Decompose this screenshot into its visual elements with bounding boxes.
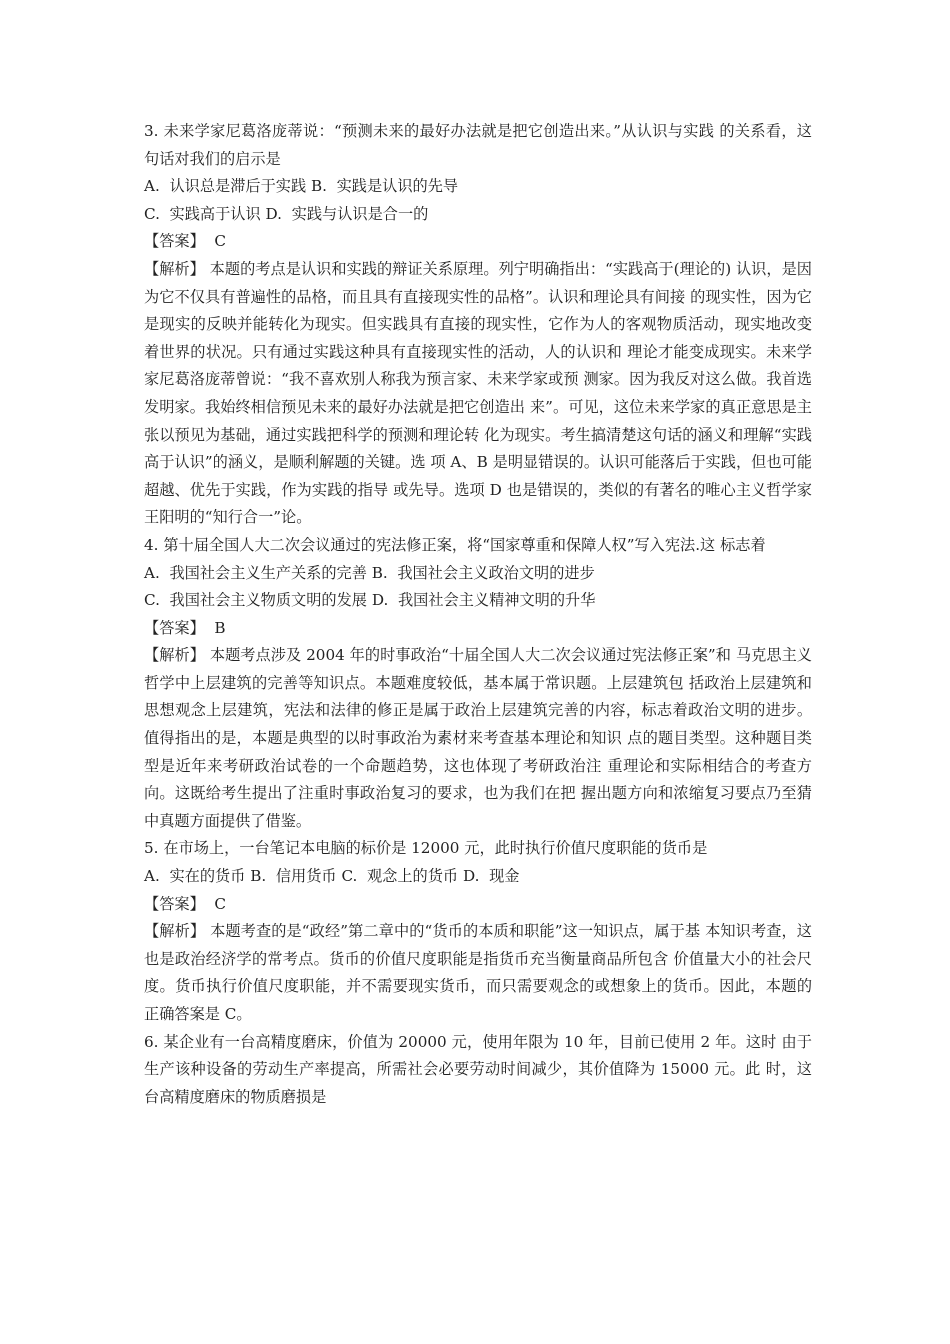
q3-analysis: 【解析】 本题的考点是认识和实践的辩证关系原理。列宁明确指出：“实践高于(理论的) 认识，是因为它不仅具有普遍性的品格，而且具有直接现实性的品格”。认识和理论具有间接 的现实性，因为它是现实的反映并能转化为现实。但实践具有直接的现实性，它作为人的客观物质活动，现实地改变着世界的状况。只有通过实践这种具有直接现实性的活动，人的认识和 理论才能变成现实。未来学家尼葛洛庞蒂曾说：“我不喜欢别人称我为预言家、未来学家或预 测家。因为我反对这么做。我首选发明家。我始终相信预见未来的最好办法就是把它创造出 来”。可见，这位未来学家的真正意思是主张以预见为基础，通过实践把科学的预测和理论转 化为现实。考生搞清楚这句话的涵义和理解“实践高于认识”的涵义，是顺利解题的关键。选 项 A、B 是明显错误的。认识可能落后于实践，但也可能超越、优先于实践，作为实践的指导 或先导。选项 D 也是错误的，类似的有著名的唯心主义哲学家王阳明的“知行合一”论。 [144, 259, 812, 527]
q5-analysis: 【解析】 本题考查的是“政经”第二章中的“货币的本质和职能”这一知识点，属于基 本知识考查，这也是政治经济学的常考点。货币的价值尺度职能是指货币充当衡量商品所包含 价值量大小的社会尺度。货币执行价值尺度职能，并不需要现实货币，而只需要观念的或想象上的货币。因此，本题的正确答案是 C。 [144, 922, 812, 1023]
q5-answer: 【答案】 C [144, 894, 227, 913]
q5-stem: 5. 在市场上，一台笔记本电脑的标价是 12000 元，此时执行价值尺度职能的货币是 [144, 839, 708, 858]
q3-stem: 3. 未来学家尼葛洛庞蒂说：“预测未来的最好办法就是把它创造出来。”从认识与实践 的关系看，这句话对我们的启示是 [144, 122, 812, 168]
q4-options-ab: A. 我国社会主义生产关系的完善 B. 我国社会主义政治文明的进步 [144, 563, 595, 582]
q3-options-ab: A. 认识总是滞后于实践 B. 实践是认识的先导 [144, 177, 459, 196]
q4-analysis: 【解析】 本题考点涉及 2004 年的时事政治“十届全国人大二次会议通过宪法修正案”和 马克思主义哲学中上层建筑的完善等知识点。本题难度较低，基本属于常识题。上层建筑包 括政治上层建筑和思想观念上层建筑，宪法和法律的修正是属于政治上层建筑完善的内容，标志着政治文明的进步。值得指出的是，本题是典型的以时事政治为素材来考查基本理论和知识 点的题目类型。这种题目类型是近年来考研政治试卷的一个命题趋势，这也体现了考研政治注 重理论和实际相结合的考查方向。这既给考生提出了注重时事政治复习的要求，也为我们在把 握出题方向和浓缩复习要点乃至猜中真题方面提供了借鉴。 [144, 646, 812, 830]
q6-stem: 6. 某企业有一台高精度磨床，价值为 20000 元，使用年限为 10 年，目前已使用 2 年。这时 由于生产该种设备的劳动生产率提高，所需社会必要劳动时间减少，其价值降为 15000 元。此 时，这台高精度磨床的物质磨损是 [144, 1032, 812, 1106]
document-page [144, 118, 812, 1111]
q4-stem: 4. 第十届全国人大二次会议通过的宪法修正案，将“国家尊重和保障人权”写入宪法.这 标志着 [144, 535, 766, 554]
q5-options: A. 实在的货币 B. 信用货币 C. 观念上的货币 D. 现金 [144, 867, 520, 886]
q3-answer: 【答案】 C [144, 232, 227, 251]
q4-answer: 【答案】 B [144, 618, 226, 637]
q4-options-cd: C. 我国社会主义物质文明的发展 D. 我国社会主义精神文明的升华 [144, 591, 596, 610]
q3-options-cd: C. 实践高于认识 D. 实践与认识是合一的 [144, 204, 429, 223]
